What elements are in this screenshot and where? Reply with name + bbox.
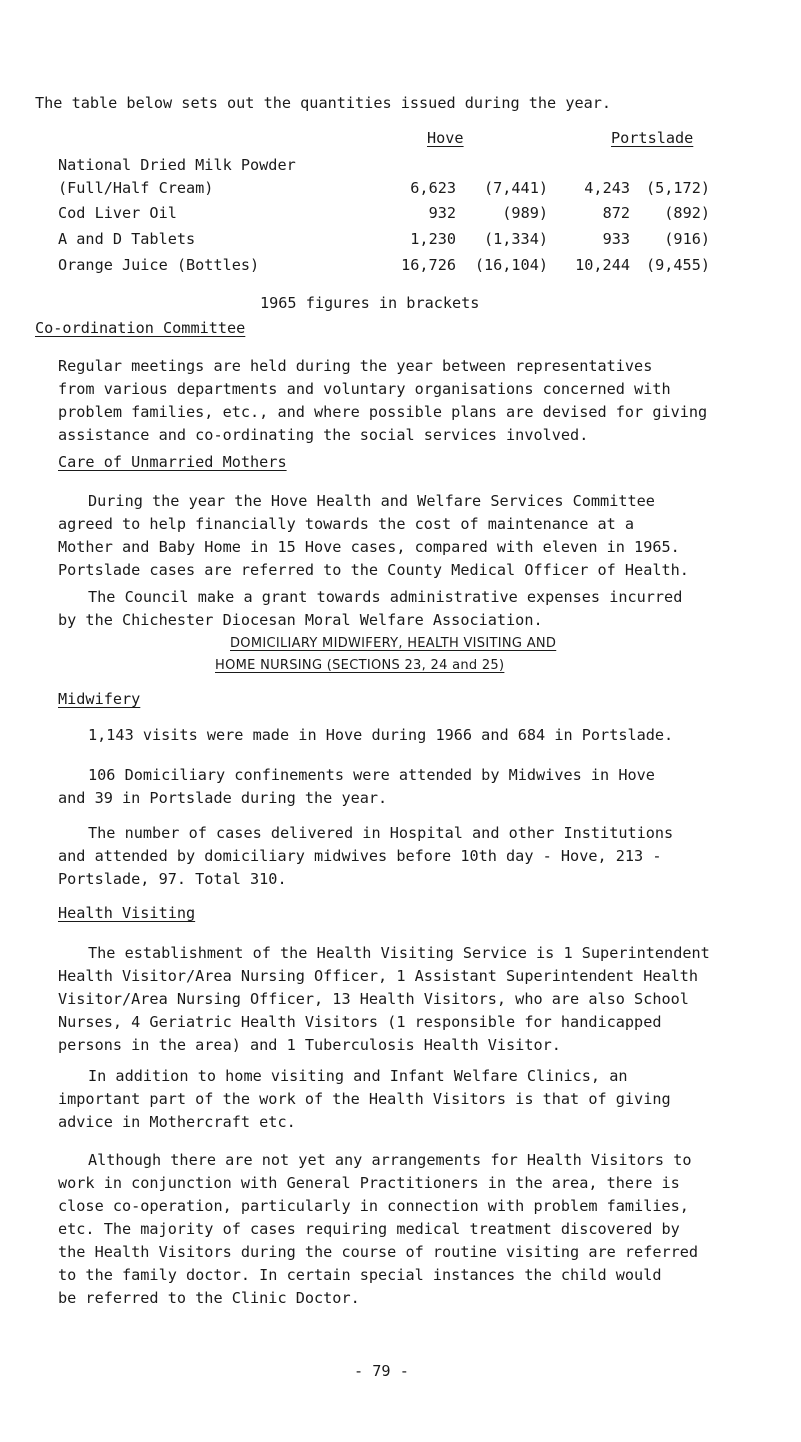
text-line: Health Visitor/Area Nursing Officer, 1 Assistant Superintendent Health [58,967,699,985]
text-line: Mother and Baby Home in 15 Hove cases, compared with eleven in 1965. [58,538,680,556]
text-line: important part of the work of the Health Visitors is that of giving [58,1090,671,1108]
section-title-line1: DOMICILIARY MIDWIFERY, HEALTH VISITING AND [230,636,557,651]
hove-prev-value: (16,104) [474,256,548,274]
portslade-prev-value: (892) [664,204,710,222]
section-title-line2: HOME NURSING (SECTIONS 23, 24 and 25) [215,658,505,673]
portslade-value: 933 [602,230,630,248]
text-line: and attended by domiciliary midwives before 10th day - Hove, 213 - [58,847,662,865]
text-line: advice in Mothercraft etc. [58,1113,296,1131]
portslade-value: 4,243 [584,179,630,197]
text-line: work in conjunction with General Practitioners in the area, there is [58,1174,680,1192]
portslade-prev-value: (9,455) [645,256,710,274]
row-label: Orange Juice (Bottles) [58,256,260,274]
text-line: to the family doctor. In certain special instances the child would [58,1266,662,1284]
portslade-value: 10,244 [575,256,630,274]
text-line: Visitor/Area Nursing Officer, 13 Health Visitors, who are also School [58,990,689,1008]
text-line: Regular meetings are held during the year between representatives [58,357,653,375]
col-header-hove: Hove [427,129,464,147]
text-line: 1,143 visits were made in Hove during 1966 and 684 in Portslade. [88,726,674,744]
paragraph-health-visiting-1 [58,942,778,1057]
paragraph-midwifery-3 [58,822,778,891]
portslade-prev-value: (916) [664,230,710,248]
table-footnote: 1965 figures in brackets [260,294,480,312]
paragraph-health-visiting-2 [58,1065,778,1134]
hove-value: 1,230 [410,230,456,248]
text-line: During the year the Hove Health and Welfare Services Committee [88,492,655,510]
heading-coordination: Co-ordination Committee [35,319,246,337]
text-line: 106 Domiciliary confinements were attended by Midwives in Hove [88,766,655,784]
text-line: Portslade cases are referred to the County Medical Officer of Health. [58,561,689,579]
hove-prev-value: (1,334) [483,230,548,248]
text-line: persons in the area) and 1 Tuberculosis Health Visitor. [58,1036,561,1054]
text-line: The establishment of the Health Visiting Service is 1 Superintendent [88,944,710,962]
portslade-prev-value: (5,172) [645,179,710,197]
row-label: A and D Tablets [58,230,196,248]
text-line: etc. The majority of cases requiring medical treatment discovered by [58,1220,680,1238]
hove-prev-value: (7,441) [483,179,548,197]
text-line: In addition to home visiting and Infant Welfare Clinics, an [88,1067,628,1085]
row-label: Cod Liver Oil [58,204,177,222]
text-line: the Health Visitors during the course of routine visiting are referred [58,1243,699,1261]
heading-health-visiting: Health Visiting [58,904,196,922]
paragraph-unmarried-1 [58,490,778,582]
paragraph-unmarried-2 [58,586,778,632]
text-line: Nurses, 4 Geriatric Health Visitors (1 responsible for handicapped [58,1013,662,1031]
hove-value: 6,623 [410,179,456,197]
intro-text: The table below sets out the quantities issued during the year. [35,94,612,112]
text-line: be referred to the Clinic Doctor. [58,1289,360,1307]
portslade-value: 872 [602,204,630,222]
paragraph-coordination [58,355,778,447]
hove-value: 16,726 [401,256,456,274]
paragraph-midwifery-2 [58,764,778,810]
text-line: Portslade, 97. Total 310. [58,870,287,888]
text-line: The Council make a grant towards administrative expenses incurred [88,588,683,606]
heading-unmarried-mothers: Care of Unmarried Mothers [58,453,287,471]
col-header-portslade: Portslade [611,129,694,147]
paragraph-midwifery-1 [58,724,778,747]
text-line: close co-operation, particularly in connection with problem families, [58,1197,689,1215]
text-line: and 39 in Portslade during the year. [58,789,388,807]
row-label: (Full/Half Cream) [58,179,214,197]
page-number: - 79 - [354,1362,409,1380]
text-line: Although there are not yet any arrangements for Health Visitors to [88,1151,692,1169]
text-line: The number of cases delivered in Hospital and other Institutions [88,824,674,842]
text-line: by the Chichester Diocesan Moral Welfare Association. [58,611,543,629]
hove-value: 932 [428,204,456,222]
text-line: assistance and co-ordinating the social services involved. [58,426,589,444]
row-label: National Dried Milk Powder [58,156,296,174]
heading-midwifery: Midwifery [58,690,141,708]
text-line: agreed to help financially towards the cost of maintenance at a [58,515,635,533]
paragraph-health-visiting-3 [58,1149,778,1310]
text-line: problem families, etc., and where possible plans are devised for giving [58,403,708,421]
text-line: from various departments and voluntary organisations concerned with [58,380,671,398]
hove-prev-value: (989) [502,204,548,222]
